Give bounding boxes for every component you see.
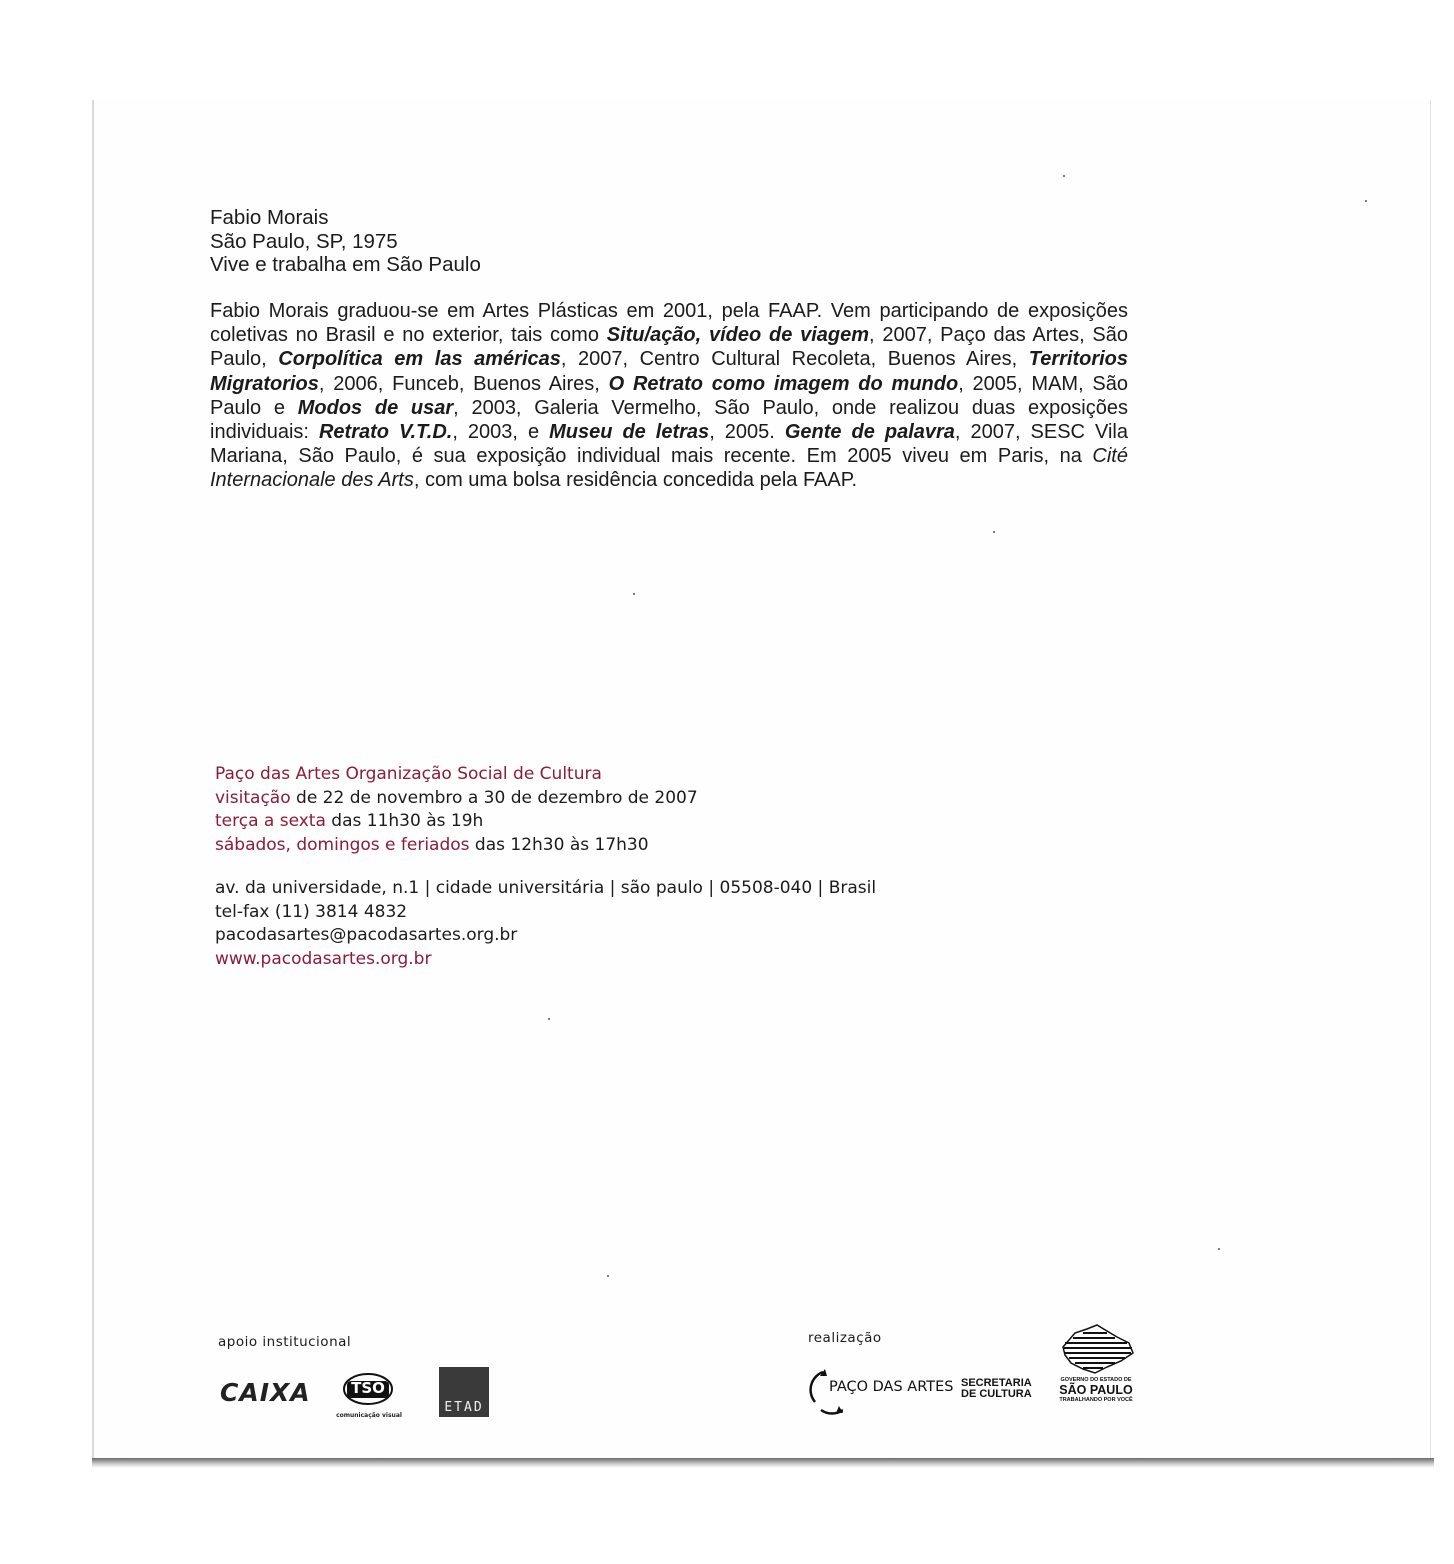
- artist-bio: [210, 299, 1128, 493]
- address: av. da universidade, n.1 | cidade universitária | são paulo | 05508-040 | Brasil: [215, 878, 877, 898]
- visit-dates: [215, 787, 698, 811]
- etad-logo-text: ETAD: [444, 1400, 484, 1415]
- website-link[interactable]: www.pacodasartes.org.br: [215, 948, 432, 969]
- tso-subtitle: comunicação visual: [336, 1412, 402, 1419]
- visit-dates-label: visitação: [215, 787, 291, 808]
- weekday-hours-label: terça a sexta: [215, 811, 326, 832]
- print-speck: [993, 531, 995, 533]
- governo-sp-logo: [1052, 1377, 1140, 1404]
- bio-text: , com uma bolsa residência concedida pela FAAP.: [413, 469, 858, 492]
- bio-work-title: Situ/ação, vídeo de viagem: [606, 324, 870, 347]
- bio-work-title: Museu de letras: [549, 421, 710, 444]
- bio-text: , 2007, SESC Vila Mariana, São Paulo, é sua exposição individual mais recente. Em 2005 viveu em Paris, na: [210, 421, 1128, 468]
- artist-header: [210, 206, 481, 277]
- bio-text: , 2005, MAM, São Paulo e: [210, 372, 1129, 419]
- bio-work-title: Modos de usar: [297, 396, 454, 419]
- sao-paulo-map-icon: [1055, 1323, 1137, 1379]
- print-speck: [607, 1275, 609, 1277]
- phone: tel-fax (11) 3814 4832: [215, 901, 408, 922]
- tso-logo-text: TSO: [351, 1379, 385, 1397]
- realization-label: realização: [808, 1330, 882, 1346]
- bio-work-title: Retrato V.T.D.: [318, 421, 453, 444]
- bio-text: , 2007, Centro Cultural Recoleta, Buenos Aires,: [560, 348, 1029, 371]
- bio-work-title: O Retrato como imagem do mundo: [608, 372, 959, 395]
- print-speck: [633, 593, 635, 595]
- weekend-hours-label: sábados, domingos e feriados: [215, 834, 470, 855]
- bio-text: , 2003, e: [452, 421, 550, 444]
- weekend-hours: [215, 834, 698, 858]
- secretaria-cultura-logo: [961, 1378, 1032, 1400]
- print-speck: [1218, 1248, 1220, 1250]
- print-speck: [1365, 200, 1367, 202]
- print-speck: [1063, 175, 1065, 177]
- bio-text: , 2003, Galeria Vermelho, São Paulo, onde realizou duas exposições individuais:: [210, 396, 1129, 444]
- governo-line-2: SÃO PAULO: [1059, 1383, 1133, 1397]
- print-speck: [548, 1018, 550, 1020]
- secretaria-line-2: DE CULTURA: [961, 1388, 1032, 1400]
- tso-logo: [343, 1373, 393, 1405]
- governo-sp-emblem: [1055, 1323, 1137, 1379]
- paco-das-artes-logo-text: PAÇO DAS ARTES: [829, 1379, 954, 1395]
- organization-name: Paço das Artes Organização Social de Cultura: [215, 764, 602, 784]
- weekday-hours-value: das 11h30 às 19h: [325, 811, 484, 832]
- governo-line-1: GOVERNO DO ESTADO DE: [1060, 1377, 1132, 1383]
- support-label: apoio institucional: [218, 1334, 352, 1350]
- email[interactable]: pacodasartes@pacodasartes.org.br: [215, 925, 518, 946]
- secretaria-line-1: SECRETARIA: [961, 1377, 1032, 1389]
- bio-work-title: Territorios Migratorios: [210, 348, 1128, 395]
- contact-info: [215, 877, 876, 971]
- weekend-hours-value: das 12h30 às 17h30: [469, 834, 649, 855]
- bio-text: , 2005.: [709, 421, 785, 444]
- bio-text: , 2006, Funceb, Buenos Aires,: [318, 372, 609, 395]
- bio-work-title: Corpolítica em las américas: [278, 348, 561, 371]
- caixa-logo: CAIXA: [220, 1378, 311, 1407]
- bio-place-name: Cité Internacionale des Arts: [210, 445, 1128, 492]
- weekday-hours: [215, 810, 698, 834]
- bio-text: , 2007, Paço das Artes, São Paulo,: [210, 324, 1128, 371]
- page-shadow: [92, 1458, 1434, 1468]
- artist-residence: Vive e trabalha em São Paulo: [210, 253, 481, 276]
- governo-line-3: TRABALHANDO POR VOCÊ: [1059, 1397, 1133, 1403]
- visit-info: [215, 763, 698, 857]
- bio-work-title: Gente de palavra: [784, 421, 955, 444]
- artist-birth: São Paulo, SP, 1975: [210, 229, 398, 253]
- visit-dates-value: de 22 de novembro a 30 de dezembro de 2007: [290, 787, 698, 808]
- etad-logo: [439, 1367, 489, 1417]
- bio-text: Fabio Morais graduou-se em Artes Plásticas em 2001, pela FAAP. Vem participando de exposições coletivas no Brasil e no exterior, tais como: [210, 300, 1128, 347]
- artist-name: Fabio Morais: [210, 206, 329, 229]
